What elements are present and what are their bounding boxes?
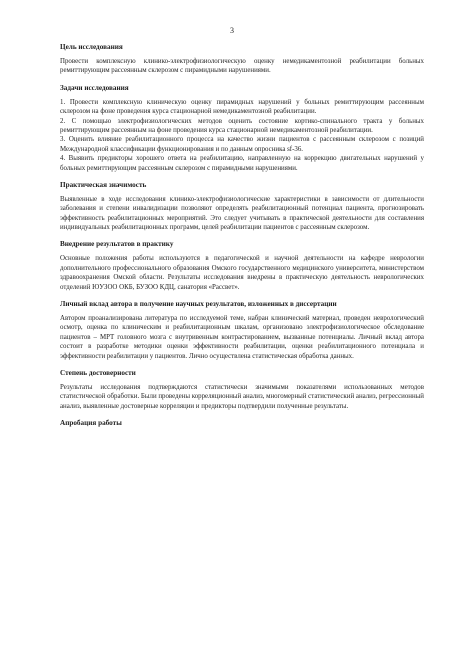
section-paragraph: Результаты исследования подтверждаются статистически значимыми показателями использованных методов статистической обработки. Были проведены корреляционный анализ, многомерный статистический анализ, регрессионный анализ, выявленные достоверные корреляции и предикторы подтвердили полученные результаты.: [60, 383, 424, 410]
section-heading: Апробация работы: [60, 419, 122, 428]
section-heading: Практическая значимость: [60, 180, 147, 189]
section-heading: Задачи исследования: [60, 83, 129, 92]
section-personal-contribution: [60, 300, 424, 361]
task-item: 1. Провести комплексную клиническую оценку пирамидных нарушений у больных ремиттирующим рассеянным склерозом на фоне проведения курса стационарной немедикаментозной реабилитации.: [60, 98, 424, 116]
section-paragraph: Выявленные в ходе исследования клинико-электрофизиологические характеристики в зависимости от длительности заболевания и степени инвалидизации позволяют определять реабилитационный потенциал пациента, прогнозировать эффективность реабилитационных мероприятий. Это следует учитывать в практической деятельности для составления индивидуальных реабилитационных программ, целей реабилитации пациентов с рассеянным склерозом.: [60, 195, 424, 232]
task-item: 3. Оценить влияние реабилитационного процесса на качество жизни пациентов с рассеянным склерозом с позиций Международной классификации функционирования и по данным опросника sf-36.: [60, 136, 424, 153]
task-item: 4. Выявить предикторы хорошего ответа на реабилитацию, направленную на коррекцию двигательных нарушений у больных ремиттирующим рассеянным склерозом с пирамидными нарушениями.: [60, 155, 424, 172]
section-reliability: [60, 369, 424, 411]
section-paragraph: Основные положения работы используются в педагогической и научной деятельности на кафедре неврологии дополнительного профессионального образования Омского государственного медицинского университета, министерством здравоохранения Омской области. Результаты исследования внедрены в практическую деятельность неврологических отделений ЮУЗОО ОКБ, БУЗОО КДЦ, санатория «Рассвет».: [60, 255, 424, 291]
section-tasks: [60, 84, 424, 173]
section-paragraph: Провести комплексную клинико-электрофизиологическую оценку немедикаментозной реабилитации больных ремиттирующим рассеянным склерозом с пирамидными нарушениями.: [60, 58, 424, 75]
section-approbation: [60, 419, 424, 428]
page-number: 3: [230, 26, 234, 35]
section-implementation: [60, 240, 424, 292]
task-item: 2. С помощью электрофизиологических методов оценить состояние кортико-спинального тракта у больных ремиттирующим рассеянным на фоне проведения курса стационарной немедикаментозной реабилитации.: [60, 117, 424, 134]
section-heading: Внедрение результатов в практику: [60, 240, 174, 249]
section-practical-significance: [60, 181, 424, 233]
document-body: [60, 43, 424, 436]
section-paragraph: Автором проанализирована литература по исследуемой теме, набран клинический материал, проведен неврологический осмотр, оценка по клиническим и реабилитационным шкалам, организовано электрофизиологическое обследование пациентов – МРТ головного мозга с внутривенным контрастированием, вызванные потенциалы. Личный вклад автора состоит в разработке методики оценки эффективности реабилитации, оценки реабилитационного потенциала и эффективности реабилитации у пациентов. Лично осуществлена статистическая обработка данных.: [60, 315, 424, 360]
section-heading: Цель исследования: [60, 43, 123, 51]
section-goal: [60, 43, 424, 76]
section-heading: Личный вклад автора в получение научных результатов, изложенных в диссертации: [60, 300, 337, 309]
section-heading: Степень достоверности: [60, 368, 136, 377]
